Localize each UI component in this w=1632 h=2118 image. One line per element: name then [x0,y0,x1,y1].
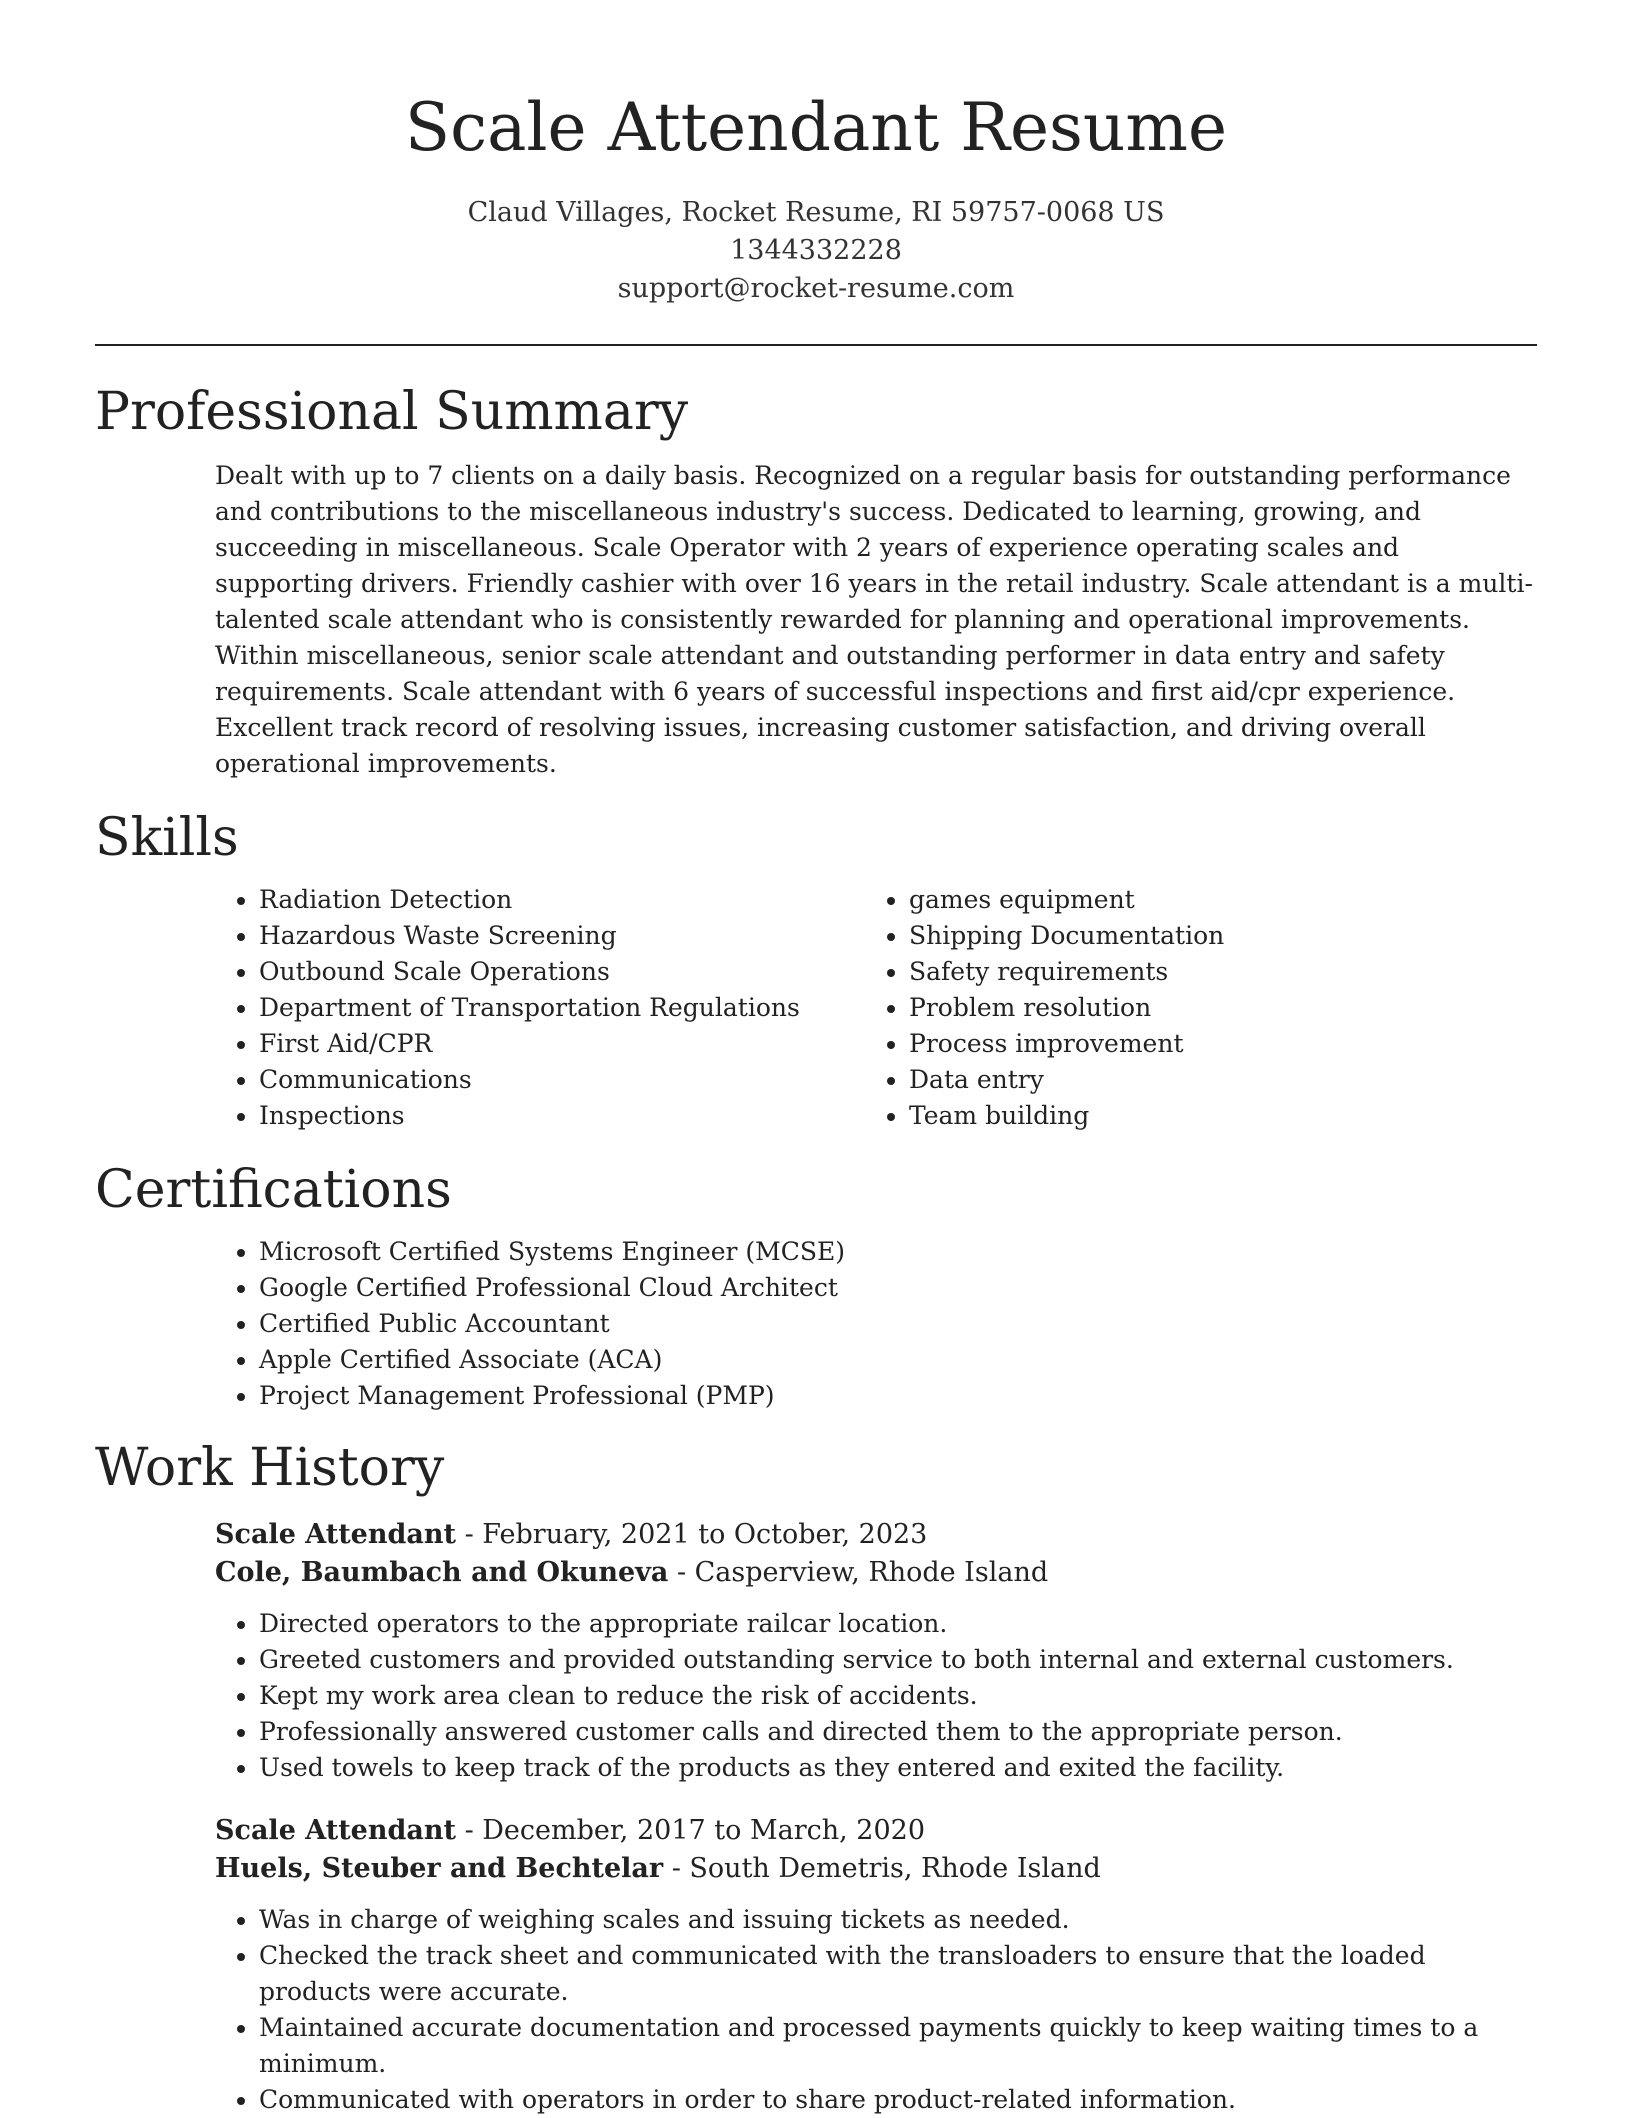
skills-list-left [215,882,865,1134]
resume-header [95,0,1537,308]
job-title-line [215,1516,1537,1554]
job-role: Scale Attendant [215,1519,456,1550]
job-duties-list [215,1902,1537,2118]
job-duty-item: • Used towels to keep track of the products as they entered and exited the facility. [259,1750,1537,1786]
job-duty-item: • Professionally answered customer calls and directed them to the appropriate person. [259,1714,1537,1750]
certification-item: • Project Management Professional (PMP) [259,1378,1537,1414]
skill-item: • Safety requirements [909,954,1465,990]
contact-block [95,194,1537,308]
job-company-line [215,1554,1537,1592]
skill-item: • Problem resolution [909,990,1465,1026]
job-entry [215,1516,1537,1786]
skills-section [95,806,1537,1134]
job-title-line [215,1812,1537,1850]
skills-list-right [865,882,1465,1134]
skill-item: • Hazardous Waste Screening [259,918,865,954]
summary-section [95,380,1537,782]
job-duty-item: • Checked the track sheet and communicated with the transloaders to ensure that the loaded products were accurate. [259,1938,1537,2010]
certification-item: • Microsoft Certified Systems Engineer (MCSE) [259,1234,1537,1270]
skill-item: • Outbound Scale Operations [259,954,865,990]
summary-heading: Professional Summary [95,382,689,442]
skills-column-left [215,882,865,1134]
skill-item: • Communications [259,1062,865,1098]
work-history-section [95,1436,1537,2118]
contact-email: support@rocket-resume.com [617,273,1015,304]
work-history-heading: Work History [95,1438,445,1498]
contact-phone: 1344332228 [730,235,902,266]
job-duty-item: • Kept my work area clean to reduce the risk of accidents. [259,1678,1537,1714]
skill-item: • Team building [909,1098,1465,1134]
job-duty-item: • Directed operators to the appropriate railcar location. [259,1606,1537,1642]
certifications-heading: Certifications [95,1160,452,1220]
job-role: Scale Attendant [215,1815,456,1846]
contact-address: Claud Villages, Rocket Resume, RI 59757-0068 US [467,197,1165,228]
job-duty-item: • Was in charge of weighing scales and issuing tickets as needed. [259,1902,1537,1938]
skill-item: • Department of Transportation Regulations [259,990,865,1026]
skill-item: • Shipping Documentation [909,918,1465,954]
job-dates: - February, 2021 to October, 2023 [455,1519,928,1550]
skill-item: • Data entry [909,1062,1465,1098]
job-location: - Casperview, Rhode Island [668,1557,1049,1588]
job-company: Cole, Baumbach and Okuneva [215,1557,669,1588]
skill-item: • Process improvement [909,1026,1465,1062]
skills-column-right [865,882,1465,1134]
job-duty-item: • Communicated with operators in order to share product-related information. [259,2082,1537,2118]
job-duties-list [215,1606,1537,1786]
certifications-list [215,1234,1537,1414]
skill-item: • First Aid/CPR [259,1026,865,1062]
job-duty-item: • Greeted customers and provided outstanding service to both internal and external customers. [259,1642,1537,1678]
job-company: Huels, Steuber and Bechtelar [215,1853,664,1884]
skills-grid [215,882,1537,1134]
job-company-line [215,1850,1537,1888]
skill-item: • Radiation Detection [259,882,865,918]
skill-item: • Inspections [259,1098,865,1134]
job-dates: - December, 2017 to March, 2020 [455,1815,925,1846]
summary-text: Dealt with up to 7 clients on a daily basis. Recognized on a regular basis for outstanding performance and contributions to the miscellaneous industry's success. Dedicated to learning, growing, and succeeding in miscellaneous. Scale Operator with 2 years of experience operating scales and supporting drivers. Friendly cashier with over 16 years in the retail industry. Scale attendant is a multi-talented scale attendant who is consistently rewarded for planning and operational improvements. Within miscellaneous, senior scale attendant and outstanding performer in data entry and safety requirements. Scale attendant with 6 years of successful inspections and first aid/cpr experience. Excellent track record of resolving issues, increasing customer satisfaction, and driving overall operational improvements. [215,461,1533,778]
certification-item: • Google Certified Professional Cloud Architect [259,1270,1537,1306]
certification-item: • Certified Public Accountant [259,1306,1537,1342]
job-duty-item: • Maintained accurate documentation and processed payments quickly to keep waiting times to a minimum. [259,2010,1537,2082]
header-divider [95,344,1537,346]
job-entry [215,1812,1537,2118]
resume-title: Scale Attendant Resume [404,89,1228,166]
skill-item: • games equipment [909,882,1465,918]
certification-item: • Apple Certified Associate (ACA) [259,1342,1537,1378]
certifications-section [95,1158,1537,1414]
skills-heading: Skills [95,808,239,868]
job-location: - South Demetris, Rhode Island [663,1853,1101,1884]
